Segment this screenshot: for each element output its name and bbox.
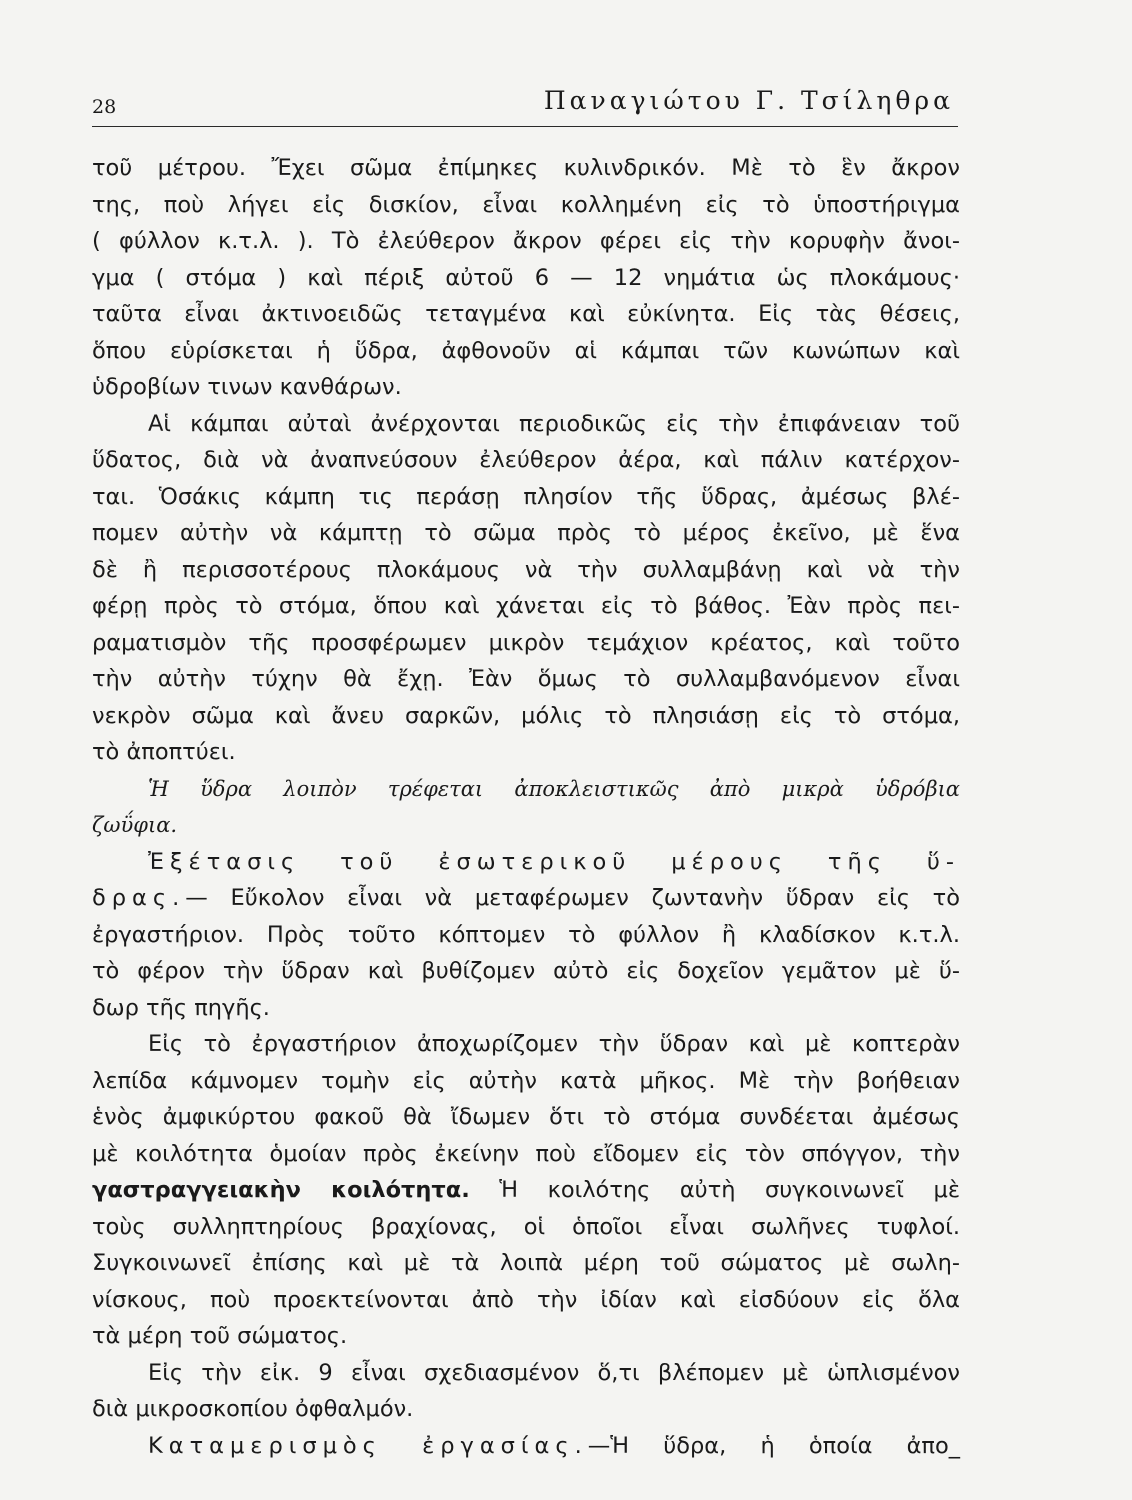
text-fragment: — Εὔκολον εἶναι νὰ μεταφέρωμεν ζωντανὴν ὕδραν εἰς τὸ xyxy=(185,885,960,911)
text-line: ραματισμὸν τῆς προσφέρωμεν μικρὸν τεμάχιον κρέατος, καὶ τοῦτο xyxy=(92,629,960,656)
text-line: ὕδατος, διὰ νὰ ἀναπνεύσουν ἐλεύθερον ἀέρα, καὶ πάλιν κατέρχον- xyxy=(92,447,960,473)
text-line: της, ποὺ λήγει εἰς δισκίον, εἶναι κολλημένη εἰς τὸ ὑποστήριγμα xyxy=(92,191,960,218)
text-line: τὸ ἀποπτύει. xyxy=(92,739,236,765)
text-line: νίσκους, ποὺ προεκτείνονται ἀπὸ τὴν ἰδίαν καὶ εἰσδύουν εἰς ὅλα xyxy=(92,1286,960,1313)
page-number: 28 xyxy=(92,96,117,118)
text-line: φέρῃ πρὸς τὸ στόμα, ὅπου καὶ χάνεται εἰς τὸ βάθος. Ἐὰν πρὸς πει- xyxy=(92,593,960,619)
text-line: δωρ τῆς πηγῆς. xyxy=(92,994,270,1021)
text-line: ἑνὸς ἀμφικύρτου φακοῦ θὰ ἴδωμεν ὅτι τὸ στόμα συνδέεται ἀμέσως xyxy=(92,1104,960,1130)
running-head: Παναγιώτου Γ. Τσίληθρα xyxy=(543,86,954,115)
text-line: τὴν αὐτὴν τύχην θὰ ἔχῃ. Ἐὰν ὅμως τὸ συλλαμβανόμενον εἶναι xyxy=(92,666,960,692)
text-line: ( φύλλον κ.τ.λ. ). Τὸ ἐλεύθερον ἄκρον φέρει εἰς τὴν κορυφὴν ἄνοι- xyxy=(92,228,960,254)
text-line: ται. Ὁσάκις κάμπη τις περάσῃ πλησίον τῆς ὕδρας, ἀμέσως βλέ- xyxy=(92,483,960,510)
text-line: δὲ ἢ περισσοτέρους πλοκάμους νὰ τὴν συλλαμβάνῃ καὶ νὰ τὴν xyxy=(92,556,960,583)
text-line xyxy=(92,1428,960,1465)
text-line: διὰ μικροσκοπίου ὀφθαλμόν. xyxy=(92,1396,414,1422)
section-heading-end: δρας. xyxy=(92,885,186,911)
section-heading: Ἐξέτασις τοῦ ἐσωτερικοῦ μέρους τῆς ὕ- xyxy=(148,848,960,875)
text-line: Συγκοινωνεῖ ἐπίσης καὶ μὲ τὰ λοιπὰ μέρη τοῦ σώματος μὲ σωλη- xyxy=(92,1250,960,1276)
bold-term: γαστραγγειακὴν κοιλότητα. xyxy=(92,1177,470,1203)
text-line: ταῦτα εἶναι ἀκτινοειδῶς τεταγμένα καὶ εὐκίνητα. Εἰς τὰς θέσεις, xyxy=(92,301,960,327)
body-text xyxy=(92,150,960,1464)
text-line: τοὺς συλληπτηρίους βραχίονας, οἱ ὁποῖοι εἶναι σωλῆνες τυφλοί. xyxy=(92,1213,960,1240)
section-heading: Καταμερισμὸς ἐργασίας. xyxy=(148,1432,588,1459)
text-line: μὲ κοιλότητα ὁμοίαν πρὸς ἐκείνην ποὺ εἴδομεν εἰς τὸν σπόγγον, τὴν xyxy=(92,1140,960,1167)
page-header xyxy=(92,80,958,127)
text-line: ἐργαστήριον. Πρὸς τοῦτο κόπτομεν τὸ φύλλον ἢ κλαδίσκον κ.τ.λ. xyxy=(92,921,960,948)
text-line: νεκρὸν σῶμα καὶ ἄνευ σαρκῶν, μόλις τὸ πλησιάσῃ εἰς τὸ στόμα, xyxy=(92,702,960,729)
text-line: τὰ μέρη τοῦ σώματος. xyxy=(92,1323,348,1349)
italic-line: Ἡ ὕδρα λοιπὸν τρέφεται ἀποκλειστικῶς ἀπὸ μικρὰ ὑδρόβια xyxy=(148,776,960,801)
text-line: γμα ( στόμα ) καὶ πέριξ αὐτοῦ 6 — 12 νημάτια ὡς πλοκάμους· xyxy=(92,264,960,291)
text-line: τὸ φέρον τὴν ὕδραν καὶ βυθίζομεν αὐτὸ εἰς δοχεῖον γεμᾶτον μὲ ὕ- xyxy=(92,958,960,984)
text-line: Εἰς τὴν εἰκ. 9 εἶναι σχεδιασμένον ὅ,τι βλέπομεν μὲ ὡπλισμένον xyxy=(148,1359,960,1386)
text-line: τοῦ μέτρου. Ἔχει σῶμα ἐπίμηκες κυλινδρικόν. Μὲ τὸ ἓν ἄκρον xyxy=(92,155,960,181)
italic-line: ζωΰφια. xyxy=(92,813,178,837)
text-fragment: Ἡ κοιλότης αὐτὴ συγκοινωνεῖ μὲ xyxy=(469,1177,960,1203)
text-line xyxy=(92,880,960,917)
text-line: ὅπου εὑρίσκεται ἡ ὕδρα, ἀφθονοῦν αἱ κάμπαι τῶν κωνώπων καὶ xyxy=(92,337,960,364)
text-line: λεπίδα κάμνομεν τομὴν εἰς αὐτὴν κατὰ μῆκος. Μὲ τὴν βοήθειαν xyxy=(92,1067,960,1094)
text-fragment: —Ἡ ὕδρα, ἡ ὁποία ἀπο_ xyxy=(587,1432,960,1459)
text-line: ὑδροβίων τινων κανθάρων. xyxy=(92,374,402,400)
text-line xyxy=(92,1172,960,1209)
text-line: Εἰς τὸ ἐργαστήριον ἀποχωρίζομεν τὴν ὕδραν καὶ μὲ κοπτερὰν xyxy=(148,1031,960,1057)
text-line: πομεν αὐτὴν νὰ κάμπτῃ τὸ σῶμα πρὸς τὸ μέρος ἐκεῖνο, μὲ ἕνα xyxy=(92,520,960,546)
text-line: Αἱ κάμπαι αὐταὶ ἀνέρχονται περιοδικῶς εἰς τὴν ἐπιφάνειαν τοῦ xyxy=(148,410,960,437)
